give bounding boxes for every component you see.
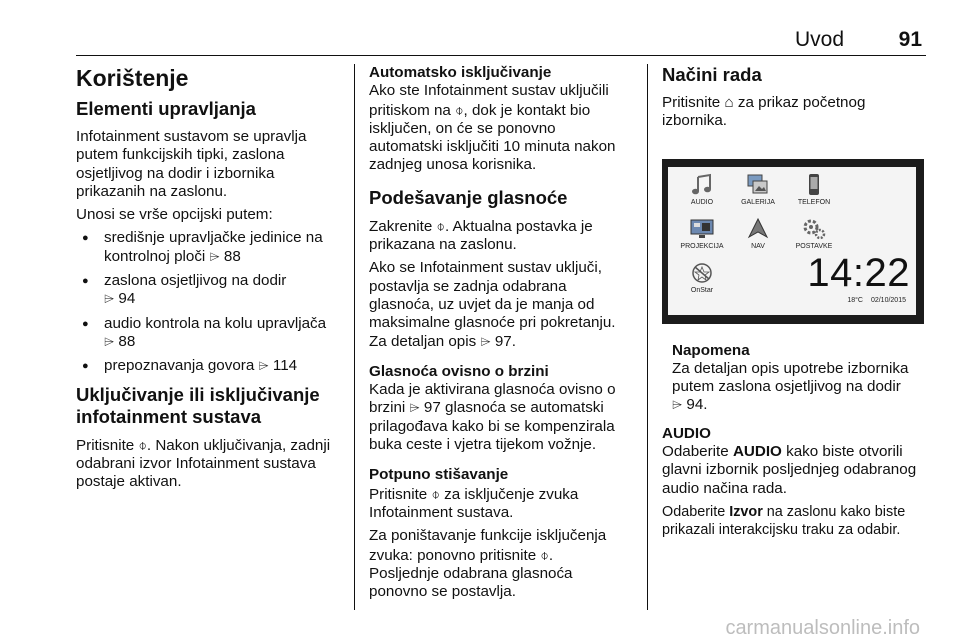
page-reference[interactable]: 88 xyxy=(223,247,241,265)
paragraph: Posljednje odabrana glasnoća ponovno se postavlja. xyxy=(369,564,573,601)
page-reference[interactable]: 114 xyxy=(272,357,298,375)
app-projection[interactable] xyxy=(674,217,730,250)
app-label: PROJEKCIJA xyxy=(680,242,724,250)
clock-status xyxy=(839,297,906,304)
page-reference-arrow-icon: ⌲ xyxy=(209,248,220,264)
app-label: AUDIO xyxy=(690,198,714,206)
paragraph: Pritisnite ⌂ za prikaz početnog izbornika. xyxy=(662,94,866,130)
heading-modes: Načini rada xyxy=(662,64,762,85)
paragraph: Zakrenite ⌽. Aktualna postavka je prikazana na zaslonu. xyxy=(369,217,593,254)
page-reference-arrow-icon: ⌲ xyxy=(480,333,491,349)
heading-speed-volume: Glasnoća ovisno o brzini xyxy=(369,362,549,380)
power-knob-icon: ⌽ xyxy=(540,546,549,563)
home-screen xyxy=(668,167,916,315)
home-icon: ⌂ xyxy=(724,94,734,111)
paragraph: Kada je aktivirana glasnoća ovisno o brzini ⌲ 97 glasnoća se automatski prilagođava kako bi se kompenzirala buka ceste i vjetra tijekom vožnje. xyxy=(369,381,616,454)
projection-icon xyxy=(689,217,715,241)
page-reference[interactable]: 94. xyxy=(686,396,708,414)
navigation-icon xyxy=(745,217,771,241)
page-reference[interactable]: 97 xyxy=(423,399,441,417)
column-divider xyxy=(647,64,648,610)
page-header xyxy=(76,28,924,54)
page-reference-arrow-icon: ⌲ xyxy=(104,333,115,349)
heading-on-off: Uključivanje ili isključivanje infotainment sustava xyxy=(76,383,320,427)
page-number: 91 xyxy=(898,28,922,51)
audio-label: AUDIO xyxy=(732,443,782,461)
app-settings[interactable] xyxy=(786,217,842,250)
app-nav[interactable] xyxy=(730,217,786,250)
app-label: OnStar xyxy=(690,286,714,294)
music-note-icon xyxy=(689,173,715,197)
power-knob-icon: ⌽ xyxy=(138,436,147,453)
paragraph: Ako se Infotainment sustav uključi, postavlja se zadnja odabrana glasnoća, uz uvjet da je manja od maksimalne glasnoće pri pokretanju. Za detaljan opis ⌲ 97. xyxy=(369,259,616,350)
input-methods-list xyxy=(76,229,344,375)
page-reference-arrow-icon: ⌲ xyxy=(409,400,420,416)
heading-audio: AUDIO xyxy=(662,424,711,442)
app-label: POSTAVKE xyxy=(795,242,833,250)
date: 02/10/2015 xyxy=(870,296,906,304)
note-title: Napomena xyxy=(672,341,750,359)
page-reference[interactable]: 97. xyxy=(494,332,516,350)
list-item: ● prepoznavanja govora ⌲ 114 xyxy=(76,357,344,375)
clock: 14:22 xyxy=(807,250,910,295)
app-phone[interactable] xyxy=(786,173,842,206)
page-reference-arrow-icon: ⌲ xyxy=(104,291,115,307)
running-title: Uvod xyxy=(794,28,844,51)
onstar-icon xyxy=(689,261,715,285)
list-item: ● zaslona osjetljivog na dodir ⌲ 94 xyxy=(76,272,344,309)
column-3 xyxy=(662,64,928,620)
page-reference-arrow-icon: ⌲ xyxy=(258,358,269,374)
paragraph: Odaberite Izvor na zaslonu kako biste prikazali interakcijsku traku za odabir. xyxy=(662,503,906,539)
app-audio[interactable] xyxy=(674,173,730,206)
paragraph: Za poništavanje funkcije isključenja zvuka: ponovno pritisnite ⌽. xyxy=(369,527,607,564)
paragraph: Pritisnite ⌽. Nakon uključivanja, zadnji odabrani izvor Infotainment sustava postaje aktivan. xyxy=(76,436,331,491)
heading-mute: Potpuno stišavanje xyxy=(369,466,509,484)
power-knob-icon: ⌽ xyxy=(436,217,445,234)
source-label: Izvor xyxy=(729,503,763,520)
app-gallery[interactable] xyxy=(730,173,786,206)
page-reference-arrow-icon: ⌲ xyxy=(672,397,683,413)
list-item: ● središnje upravljačke jedinice na kontrolnoj ploči ⌲ 88 xyxy=(76,229,344,266)
heading-volume: Podešavanje glasnoće xyxy=(369,186,568,208)
page-reference[interactable]: 94 xyxy=(118,290,136,308)
page-reference[interactable]: 88 xyxy=(118,332,136,350)
settings-gear-icon xyxy=(801,217,827,241)
column-divider xyxy=(354,64,355,610)
power-knob-icon: ⌽ xyxy=(455,101,464,118)
paragraph: Infotainment sustavom se upravlja putem funkcijskih tipki, zaslona osjetljivog na dodir i izbornika prikazanih na zaslonu. xyxy=(76,128,307,200)
gallery-icon xyxy=(745,173,771,197)
note-text: Za detaljan opis upotrebe izbornika putem zaslona osjetljivog na dodir ⌲ 94. xyxy=(672,359,909,414)
section-title: Korištenje xyxy=(76,65,189,91)
app-label: TELEFON xyxy=(797,198,831,206)
note-box xyxy=(662,342,928,415)
heading-controls: Elementi upravljanja xyxy=(76,98,256,119)
column-1 xyxy=(76,64,344,620)
app-label: GALERIJA xyxy=(741,198,775,206)
watermark: carmanualsonline.info xyxy=(725,617,920,639)
header-rule xyxy=(76,55,926,56)
app-label: NAV xyxy=(751,242,765,250)
list-item: ● audio kontrola na kolu upravljača ⌲ 88 xyxy=(76,315,344,352)
home-screen-illustration xyxy=(662,159,924,324)
temperature: 18°C xyxy=(847,296,863,304)
heading-auto-off: Automatsko isključivanje xyxy=(369,64,552,81)
app-onstar[interactable] xyxy=(674,261,730,294)
paragraph: Odaberite AUDIO kako biste otvorili glavni izbornik posljednjeg odabranog audio načina rada. xyxy=(662,443,917,497)
power-knob-icon: ⌽ xyxy=(431,485,440,502)
paragraph: Unosi se vrše opcijski putem: xyxy=(76,206,273,224)
paragraph: Pritisnite ⌽ za isključenje zvuka Infotainment sustava. xyxy=(369,485,579,521)
phone-icon xyxy=(801,173,827,197)
paragraph: Ako ste Infotainment sustav uključili pritiskom na ⌽, dok je kontakt bio isključen, on će se ponovno automatski isključiti 10 minuta nakon zadnjeg unosa korisnika. xyxy=(369,82,616,174)
column-2 xyxy=(369,64,633,620)
